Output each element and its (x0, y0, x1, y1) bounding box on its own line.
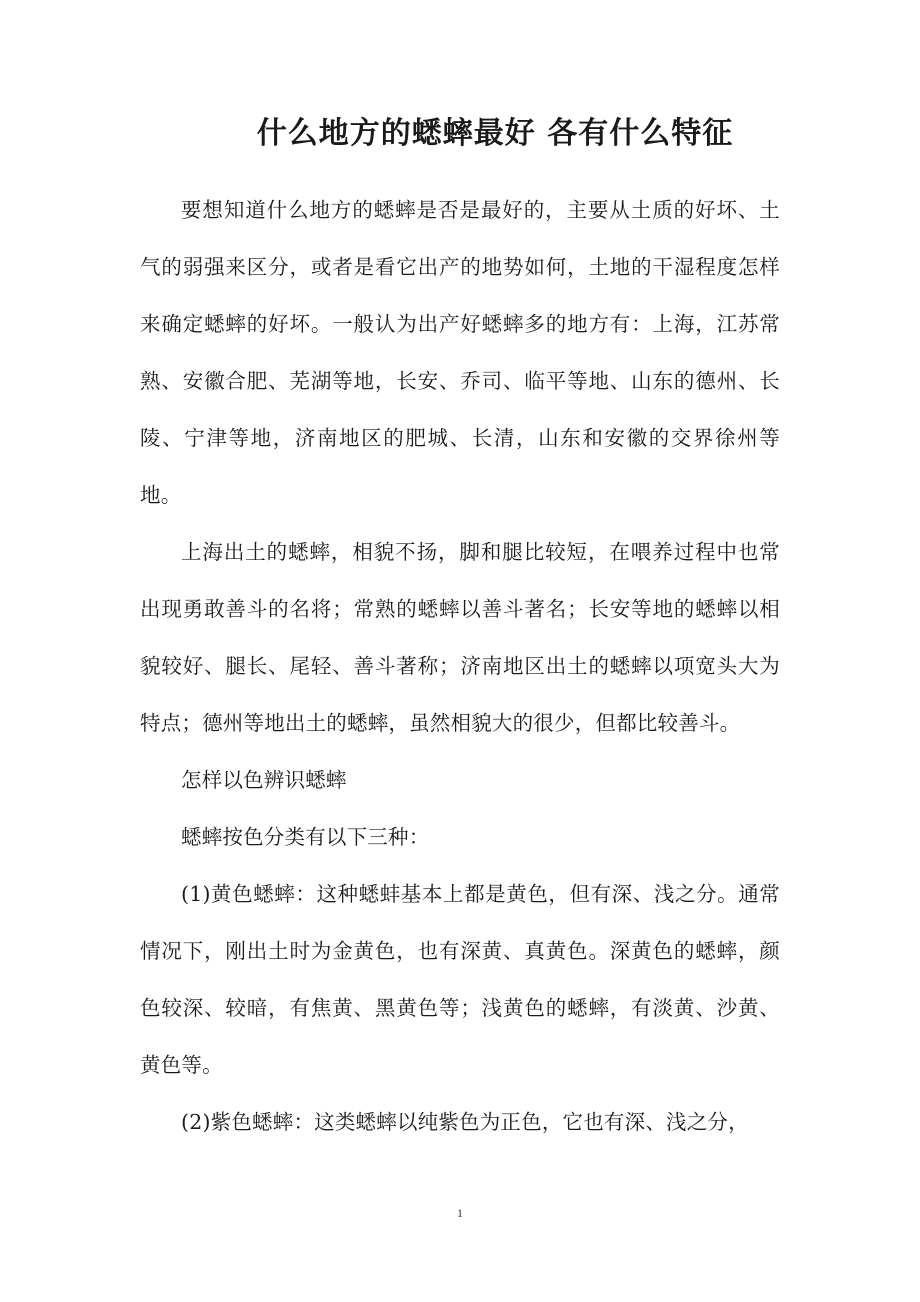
paragraph-5: (1)黄色蟋蟀：这种蟋蚌基本上都是黄色，但有深、浅之分。通常情况下，刚出土时为金黄色，也有深黄、真黄色。深黄色的蟋蟀，颜色较深、较暗，有焦黄、黑黄色等；浅黄色的蟋蟀，有淡黄、沙黄、黄色等。 (140, 882, 780, 1077)
page-number: 1 (457, 1206, 463, 1220)
paragraph-6: (2)紫色蟋蟀：这类蟋蟀以纯紫色为正色，它也有深、浅之分， (181, 1110, 749, 1134)
paragraph-1: 要想知道什么地方的蟋蟀是否是最好的，主要从土质的好坏、土气的弱强来区分，或者是看它出产的地势如何，土地的干湿程度怎样来确定蟋蟀的好坏。一般认为出产好蟋蟀多的地方有：上海，江苏常熟、安徽合肥、芜湖等地，长安、乔司、临平等地、山东的德州、长陵、宁津等地，济南地区的肥城、长清，山东和安徽的交界徐州等地。 (140, 198, 780, 507)
paragraph-3-heading: 怎样以色辨识蟋蟀 (181, 768, 347, 792)
page-title: 什么地方的蟋蟀最好 各有什么特征 (256, 116, 734, 151)
paragraph-2: 上海出土的蟋蟀，相貌不扬，脚和腿比较短，在喂养过程中也常出现勇敢善斗的名将；常熟的蟋蟀以善斗著名；长安等地的蟋蟀以相貌较好、腿长、尾轻、善斗著称；济南地区出土的蟋蟀以项宽头大为特点；德州等地出土的蟋蟀，虽然相貌大的很少，但都比较善斗。 (140, 540, 780, 735)
paragraph-4: 蟋蟀按色分类有以下三种： (181, 825, 430, 849)
document-body (140, 182, 780, 1151)
